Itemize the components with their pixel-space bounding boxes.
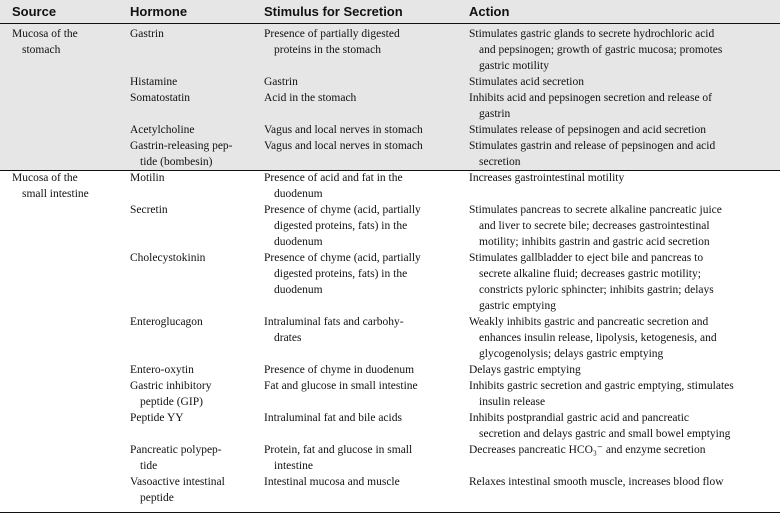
cell-hormone: [130, 138, 256, 170]
cell-line: Decreases pancreatic HCO₃⁻ and enzyme secretion: [469, 444, 706, 456]
cell-line: digested proteins, fats) in the: [274, 220, 408, 232]
cell-action: [469, 202, 777, 250]
cell-stimulus: [264, 138, 462, 154]
cell-line: Presence of acid and fat in the: [264, 172, 403, 184]
cell-line: Stimulates gallbladder to eject bile and pancreas to: [469, 252, 704, 264]
cell-line: Presence of chyme in duodenum: [264, 364, 415, 376]
cell-line: peptide (GIP): [140, 396, 203, 408]
cell-line: Stimulates release of pepsinogen and acid secretion: [469, 124, 706, 136]
cell-line: Inhibits postprandial gastric acid and pancreatic: [469, 412, 690, 424]
cell-hormone: [130, 474, 256, 506]
cell-action: [469, 410, 777, 442]
cell-stimulus: [264, 362, 462, 378]
cell-line: tide: [140, 460, 158, 472]
cell-line: secrete alkaline fluid; decreases gastric motility;: [479, 268, 701, 280]
cell-line: Mucosa of the: [12, 172, 78, 184]
cell-action: [469, 474, 777, 490]
cell-stimulus: [264, 314, 462, 346]
cell-line: tide (bombesin): [140, 156, 213, 168]
cell-line: Increases gastrointestinal motility: [469, 172, 625, 184]
cell-hormone: [130, 442, 256, 474]
cell-line: Pancreatic polypep-: [130, 444, 222, 456]
cell-action: [469, 442, 777, 458]
cell-line: Weakly inhibits gastric and pancreatic secretion and: [469, 316, 709, 328]
cell-action: [469, 74, 777, 90]
cell-line: Stimulates gastrin and release of pepsinogen and acid: [469, 140, 716, 152]
cell-hormone: [130, 314, 256, 330]
cell-line: Entero-oxytin: [130, 364, 194, 376]
cell-stimulus: [264, 202, 462, 250]
cell-stimulus: [264, 474, 462, 490]
cell-hormone: [130, 362, 256, 378]
cell-stimulus: [264, 90, 462, 106]
cell-line: Stimulates pancreas to secrete alkaline pancreatic juice: [469, 204, 722, 216]
cell-line: secretion and delays gastric and small bowel emptying: [479, 428, 731, 440]
cell-hormone: [130, 250, 256, 266]
cell-line: Intraluminal fat and bile acids: [264, 412, 402, 424]
cell-hormone: [130, 202, 256, 218]
header-stimulus: Stimulus for Secretion: [264, 4, 403, 19]
header-source: Source: [12, 4, 57, 19]
cell-line: Cholecystokinin: [130, 252, 206, 264]
table-header: [0, 0, 780, 23]
cell-line: duodenum: [274, 284, 323, 296]
cell-line: Vagus and local nerves in stomach: [264, 140, 423, 152]
header-hormone: Hormone: [130, 4, 188, 19]
cell-action: [469, 378, 777, 410]
cell-line: enhances insulin release, lipolysis, ketogenesis, and: [479, 332, 717, 344]
cell-line: stomach: [22, 44, 61, 56]
cell-line: and liver to secrete bile; decreases gastrointestinal: [479, 220, 710, 232]
header-action: Action: [469, 4, 510, 19]
cell-line: Vasoactive intestinal: [130, 476, 225, 488]
cell-line: Inhibits gastric secretion and gastric emptying, stimulates: [469, 380, 734, 392]
cell-stimulus: [264, 250, 462, 298]
cell-line: Protein, fat and glucose in small: [264, 444, 413, 456]
cell-line: Stimulates acid secretion: [469, 76, 584, 88]
cell-stimulus: [264, 378, 462, 394]
cell-hormone: [130, 378, 256, 410]
cell-hormone: [130, 26, 256, 42]
cell-line: Delays gastric emptying: [469, 364, 581, 376]
cell-action: [469, 250, 777, 314]
cell-line: Gastrin-releasing pep-: [130, 140, 233, 152]
cell-line: Somatostatin: [130, 92, 191, 104]
cell-line: glycogenolysis; delays gastric emptying: [479, 348, 664, 360]
cell-line: Fat and glucose in small intestine: [264, 380, 418, 392]
cell-hormone: [130, 410, 256, 426]
cell-line: gastrin: [479, 108, 511, 120]
cell-line: drates: [274, 332, 302, 344]
cell-source: [12, 170, 120, 202]
cell-line: Secretin: [130, 204, 168, 216]
cell-action: [469, 362, 777, 378]
cell-line: Vagus and local nerves in stomach: [264, 124, 423, 136]
cell-line: Acetylcholine: [130, 124, 195, 136]
cell-stimulus: [264, 442, 462, 474]
cell-line: Stimulates gastric glands to secrete hydrochloric acid: [469, 28, 715, 40]
cell-line: gastric emptying: [479, 300, 556, 312]
cell-action: [469, 170, 777, 186]
cell-stimulus: [264, 122, 462, 138]
cell-line: secretion: [479, 156, 521, 168]
cell-line: Enteroglucagon: [130, 316, 203, 328]
cell-hormone: [130, 122, 256, 138]
cell-line: Intestinal mucosa and muscle: [264, 476, 400, 488]
cell-line: intestine: [274, 460, 313, 472]
cell-line: Mucosa of the: [12, 28, 78, 40]
cell-line: Histamine: [130, 76, 178, 88]
cell-hormone: [130, 90, 256, 106]
cell-action: [469, 26, 777, 74]
cell-line: Motilin: [130, 172, 165, 184]
cell-hormone: [130, 170, 256, 186]
cell-line: duodenum: [274, 188, 323, 200]
cell-line: motility; inhibits gastrin and gastric acid secretion: [479, 236, 710, 248]
cell-line: digested proteins, fats) in the: [274, 268, 408, 280]
cell-hormone: [130, 74, 256, 90]
cell-line: Gastrin: [130, 28, 164, 40]
cell-line: insulin release: [479, 396, 546, 408]
cell-line: peptide: [140, 492, 174, 504]
cell-line: constricts pyloric sphincter; inhibits gastrin; delays: [479, 284, 714, 296]
cell-stimulus: [264, 170, 462, 202]
cell-stimulus: [264, 26, 462, 58]
bottom-rule: [0, 512, 780, 513]
cell-line: Presence of chyme (acid, partially: [264, 252, 421, 264]
cell-line: proteins in the stomach: [274, 44, 381, 56]
cell-line: and pepsinogen; growth of gastric mucosa; promotes: [479, 44, 723, 56]
cell-action: [469, 122, 777, 138]
cell-action: [469, 90, 777, 122]
cell-line: gastric motility: [479, 60, 549, 72]
cell-line: Intraluminal fats and carbohy-: [264, 316, 404, 328]
cell-source: [12, 26, 120, 58]
cell-line: duodenum: [274, 236, 323, 248]
cell-line: Presence of partially digested: [264, 28, 400, 40]
cell-line: small intestine: [22, 188, 89, 200]
cell-line: Relaxes intestinal smooth muscle, increases blood flow: [469, 476, 724, 488]
cell-stimulus: [264, 74, 462, 90]
cell-action: [469, 314, 777, 362]
cell-line: Acid in the stomach: [264, 92, 357, 104]
cell-line: Inhibits acid and pepsinogen secretion and release of: [469, 92, 713, 104]
cell-line: Gastric inhibitory: [130, 380, 212, 392]
cell-stimulus: [264, 410, 462, 426]
cell-line: Presence of chyme (acid, partially: [264, 204, 421, 216]
cell-line: Peptide YY: [130, 412, 184, 424]
cell-line: Gastrin: [264, 76, 298, 88]
cell-action: [469, 138, 777, 170]
